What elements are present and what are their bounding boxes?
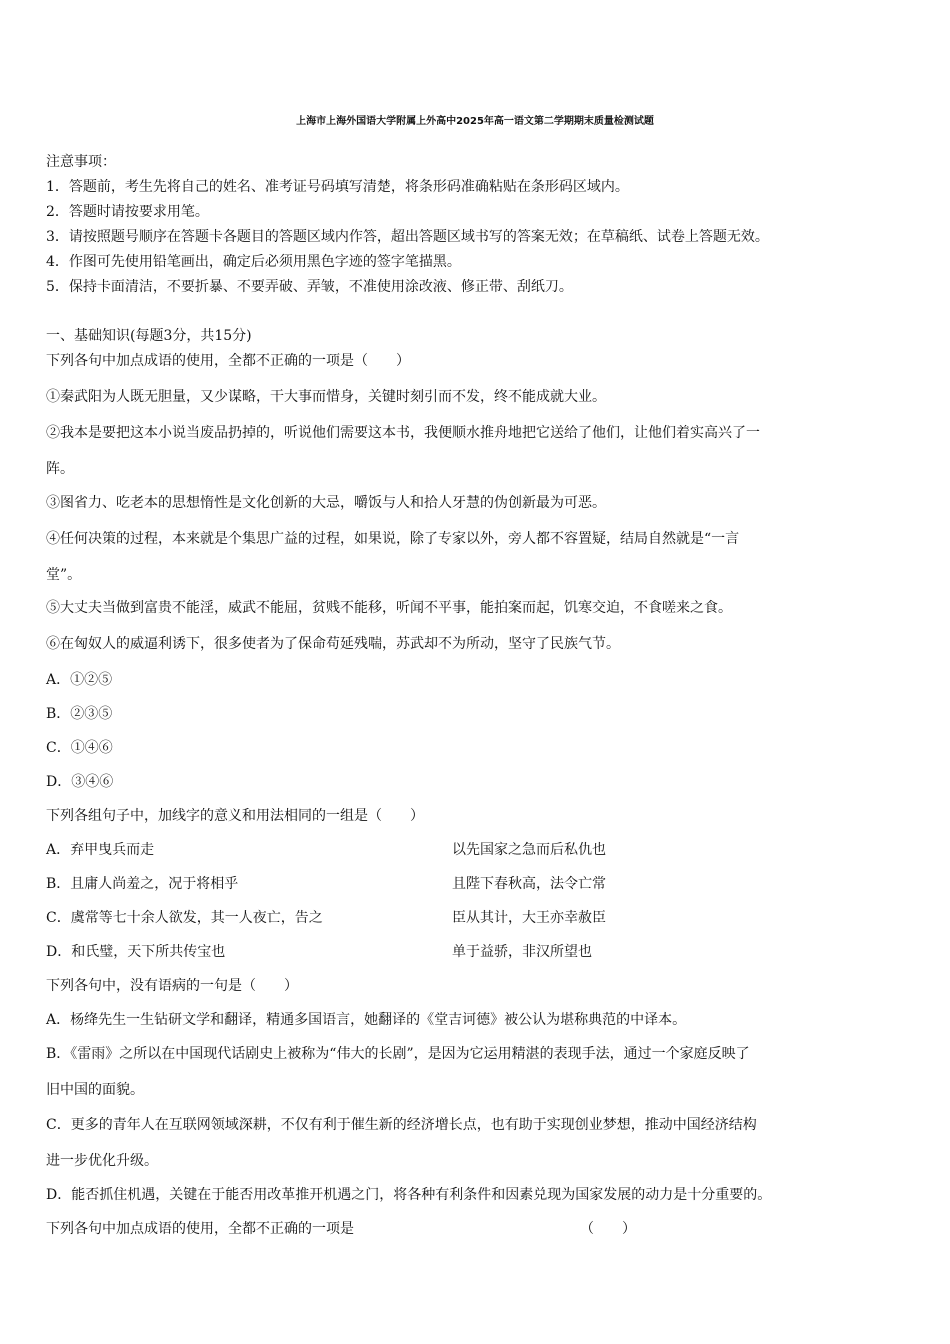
q3-option-b: B．《雷雨》之所以在中国现代话剧史上被称为“伟大的长剧”，是因为它运用精湛的表现手法，通过一个家庭反映了: [46, 1046, 750, 1062]
q2-option-a-left: A．弃甲曳兵而走: [46, 842, 155, 858]
q3-option-c-cont: 进一步优化升级。: [46, 1153, 158, 1169]
notice-item: 2．答题时请按要求用笔。: [46, 204, 209, 220]
q3-stem: 下列各句中，没有语病的一句是（ ）: [46, 978, 298, 994]
q2-option-c-left: C．虞常等七十余人欲发，其一人夜亡，告之: [46, 910, 323, 926]
q1-option-b: B．②③⑤: [46, 706, 113, 722]
q1-sentence-2-cont: 阵。: [46, 461, 74, 477]
q2-option-a-right: 以先国家之急而后私仇也: [452, 842, 606, 858]
q1-sentence-3: ③图省力、吃老本的思想惰性是文化创新的大忌，嚼饭与人和拾人牙慧的伪创新最为可恶。: [46, 495, 606, 511]
q1-option-a: A．①②⑤: [46, 672, 113, 688]
q4-answer-paren: （ ）: [580, 1221, 636, 1237]
notice-item: 1．答题前，考生先将自己的姓名、准考证号码填写清楚，将条形码准确粘贴在条形码区域内。: [46, 179, 629, 195]
notice-item: 5．保持卡面清洁，不要折暴、不要弄破、弄皱，不准使用涂改液、修正带、刮纸刀。: [46, 279, 573, 295]
page-title: 上海市上海外国语大学附属上外高中2025年高一语文第二学期期末质量检测试题: [296, 116, 654, 127]
q1-sentence-4-cont: 堂”。: [46, 567, 82, 583]
notice-item: 3．请按照题号顺序在答题卡各题目的答题区域内作答，超出答题区域书写的答案无效；在草稿纸、试卷上答题无效。: [46, 229, 769, 245]
q1-stem: 下列各句中加点成语的使用，全都不正确的一项是（ ）: [46, 353, 410, 369]
q2-option-b-left: B．且庸人尚羞之，况于将相乎: [46, 876, 239, 892]
q3-option-d: D．能否抓住机遇，关键在于能否用改革推开机遇之门，将各种有利条件和因素兑现为国家发展的动力是十分重要的。: [46, 1187, 772, 1203]
q2-option-c-right: 臣从其计，大王亦幸赦臣: [452, 910, 606, 926]
notice-heading: 注意事项：: [46, 154, 116, 170]
q2-option-d-left: D．和氏璧，天下所共传宝也: [46, 944, 226, 960]
q3-option-b-cont: 旧中国的面貌。: [46, 1082, 144, 1098]
q3-option-a: A．杨绛先生一生钻研文学和翻译，精通多国语言，她翻译的《堂吉诃德》被公认为堪称典范的中译本。: [46, 1012, 687, 1028]
q3-option-c: C．更多的青年人在互联网领域深耕，不仅有利于催生新的经济增长点，也有助于实现创业梦想，推动中国经济结构: [46, 1117, 757, 1133]
q1-option-d: D．③④⑥: [46, 774, 114, 790]
notice-item: 4．作图可先使用铅笔画出，确定后必须用黑色字迹的签字笔描黑。: [46, 254, 461, 270]
q1-sentence-1: ①秦武阳为人既无胆量，又少谋略，干大事而惜身，关键时刻引而不发，终不能成就大业。: [46, 389, 606, 405]
q4-stem: 下列各句中加点成语的使用，全都不正确的一项是: [46, 1221, 354, 1237]
q1-sentence-2: ②我本是要把这本小说当废品扔掉的，听说他们需要这本书，我便顺水推舟地把它送给了他们，让他们着实高兴了一: [46, 425, 760, 441]
section-heading: 一、基础知识(每题3分，共15分): [46, 328, 252, 344]
q2-stem: 下列各组句子中，加线字的意义和用法相同的一组是（ ）: [46, 808, 424, 824]
q1-sentence-5: ⑤大丈夫当做到富贵不能淫，威武不能屈，贫贱不能移，听闻不平事，能拍案而起，饥寒交迫，不食嗟来之食。: [46, 600, 732, 616]
q2-option-b-right: 且陛下春秋高，法令亡常: [452, 876, 606, 892]
q1-sentence-4: ④任何决策的过程，本来就是个集思广益的过程，如果说，除了专家以外，旁人都不容置疑，结局自然就是“一言: [46, 531, 740, 547]
q2-option-d-right: 单于益骄，非汉所望也: [452, 944, 592, 960]
q1-sentence-6: ⑥在匈奴人的威逼利诱下，很多使者为了保命苟延残喘，苏武却不为所动，坚守了民族气节。: [46, 636, 620, 652]
q1-option-c: C．①④⑥: [46, 740, 113, 756]
